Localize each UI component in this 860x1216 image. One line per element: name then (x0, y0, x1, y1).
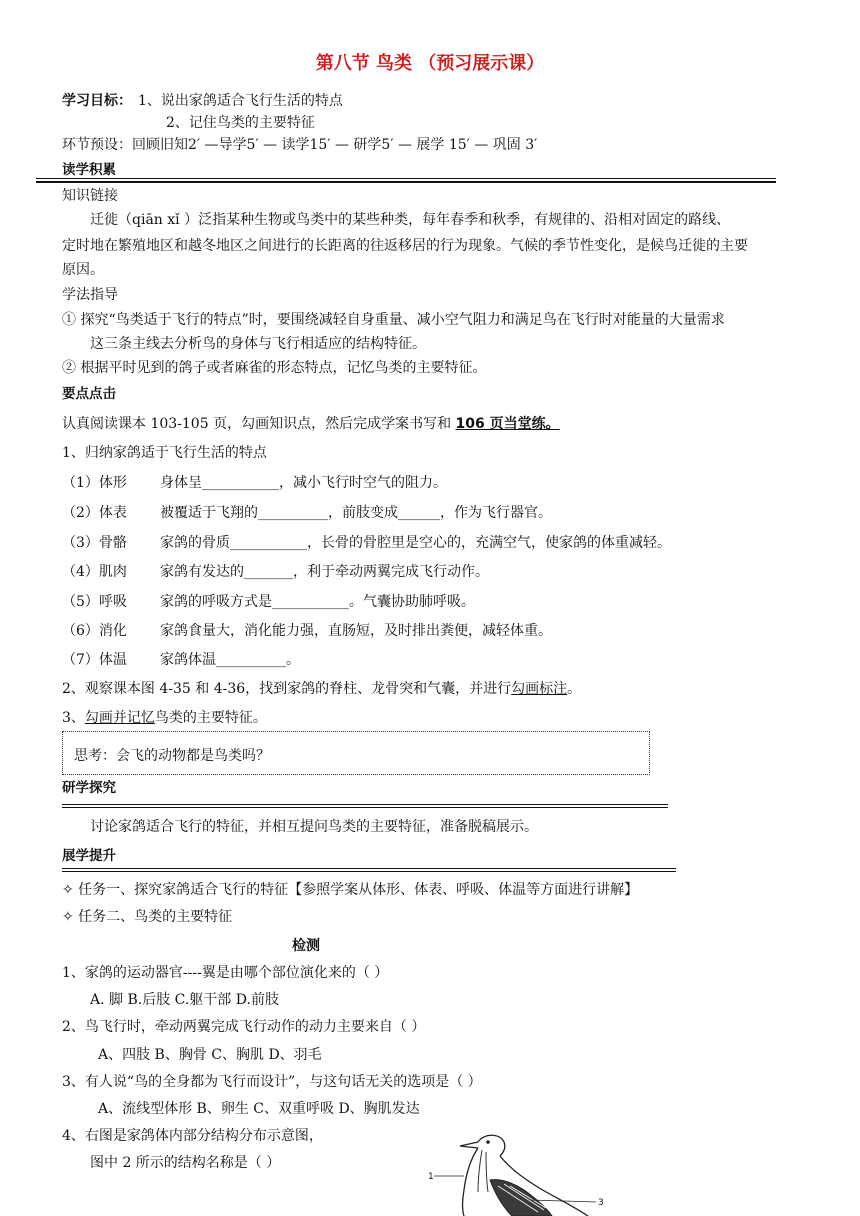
test-question-4-sub: 图中 2 所示的结构名称是（ ） (90, 1155, 281, 1171)
feature-text-4: 家鸽有发达的_______，利于牵动两翼完成飞行动作。 (160, 564, 489, 580)
keypoints-item-3-text: 鸟类的主要特征。 (154, 710, 267, 726)
test-question-1: 1、家鸽的运动器官----翼是由哪个部位演化来的（ ） (62, 965, 389, 981)
feature-text-3: 家鸽的骨质___________，长骨的骨腔里是空心的，充满空气，使家鸽的体重减轻。 (160, 535, 671, 551)
divider-show-2 (62, 871, 676, 872)
link-paragraph-line-3: 原因。 (62, 262, 104, 278)
keypoints-intro (62, 414, 560, 434)
divider-reading-thick (36, 181, 776, 183)
feature-label-3: （3）骨骼 (62, 535, 127, 551)
test-heading: 检测 (292, 938, 320, 954)
keypoints-item-1: 1、归纳家鸽适于飞行生活的特点 (62, 445, 267, 461)
feature-label-6: （6）消化 (62, 623, 127, 639)
objective-2: 2、记住鸟类的主要特征 (166, 115, 315, 131)
test-question-2-options: A、四肢 B、胸骨 C、胸肌 D、羽毛 (98, 1047, 322, 1063)
fig-label-3: 3 (598, 1198, 604, 1208)
feature-text-1: 身体呈___________，减小飞行时空气的阻力。 (160, 475, 447, 491)
objectives-label: 学习目标： (62, 93, 132, 109)
feature-text-2: 被覆适于飞翔的__________，前肢变成______，作为飞行器官。 (160, 505, 552, 521)
guide-item-1-cont: 这三条主线去分析鸟的身体与飞行相适应的结构特征。 (90, 336, 426, 352)
feature-label-2: （2）体表 (62, 505, 127, 521)
keypoints-intro-link: 106 页当堂练。 (455, 416, 560, 432)
divider-research (62, 804, 668, 805)
guide-heading: 学法指导 (62, 287, 118, 303)
test-question-3-options: A、流线型体形 B、卵生 C、双重呼吸 D、胸肌发达 (98, 1101, 420, 1117)
keypoints-intro-text: 认真阅读课本 103-105 页，勾画知识点，然后完成学案书写和 (62, 416, 456, 432)
keypoints-item-3-link: 勾画并记忆 (84, 710, 155, 726)
pigeon-diagram (420, 1130, 620, 1216)
guide-item-1: ① 探究“鸟类适于飞行的特点”时，要围绕减轻自身重量、减小空气阻力和满足鸟在飞行时对能量的大量需求 (62, 312, 725, 328)
section-heading-research: 研学探究 (62, 780, 116, 796)
keypoints-item-2 (62, 679, 581, 699)
keypoints-item-3 (62, 708, 267, 728)
divider-research-2 (62, 807, 668, 808)
divider-show (62, 868, 676, 869)
test-question-3: 3、有人说“鸟的全身都为飞行而设计”，与这句话无关的选项是（ ） (62, 1074, 482, 1090)
feature-label-1: （1）体形 (62, 475, 127, 491)
section-heading-keypoints: 要点点击 (62, 386, 116, 402)
test-question-1-options: A. 脚 B.后肢 C.躯干部 D.前肢 (90, 992, 279, 1008)
link-paragraph-line-2: 定时地在繁殖地区和越冬地区之间进行的长距离的往返移居的行为现象。气候的季节性变化，是候鸟迁徙的主要 (62, 238, 748, 254)
schedule: 环节预设：回顾旧知2′ —导学5′ — 读学15′ — 研学5′ — 展学 15′ — 巩固 3′ (62, 137, 538, 153)
keypoints-item-2-text: 2、观察课本图 4-35 和 4-36，找到家鸽的脊柱、龙骨突和气囊，并进行 (62, 681, 512, 697)
feature-text-6: 家鸽食量大，消化能力强，直肠短，及时排出粪便，减轻体重。 (160, 623, 552, 639)
link-paragraph-line-1: 迁徙（qiān xǐ ）泛指某种生物或鸟类中的某些种类，每年春季和秋季，有规律的、沿相对固定的路线、 (90, 212, 731, 228)
section-heading-show: 展学提升 (62, 848, 116, 864)
link-heading: 知识链接 (62, 188, 118, 204)
section-heading-reading: 读学积累 (62, 162, 116, 178)
test-question-2: 2、鸟飞行时，牵动两翼完成飞行动作的动力主要来自（ ） (62, 1019, 426, 1035)
research-text: 讨论家鸽适合飞行的特征，并相互提问鸟类的主要特征，准备脱稿展示。 (90, 819, 538, 835)
keypoints-item-2-link: 勾画标注 (511, 681, 568, 697)
show-task-2: ✧ 任务二、鸟类的主要特征 (62, 909, 233, 925)
feature-label-7: （7）体温 (62, 652, 127, 668)
fig-label-1: 1 (428, 1172, 434, 1182)
feature-label-4: （4）肌肉 (62, 564, 127, 580)
think-question: 思考：会飞的动物都是鸟类吗？ (74, 748, 270, 764)
feature-text-7: 家鸽体温__________。 (160, 652, 300, 668)
page-title: 第八节 鸟类 （预习展示课） (315, 53, 545, 74)
guide-item-2: ② 根据平时见到的鸽子或者麻雀的形态特点，记忆鸟类的主要特征。 (62, 360, 487, 376)
keypoints-item-2-end: 。 (567, 681, 582, 697)
show-task-1: ✧ 任务一、探究家鸽适合飞行的特征【参照学案从体形、体表、呼吸、体温等方面进行讲解】 (62, 882, 639, 898)
objective-1: 1、说出家鸽适合飞行生活的特点 (138, 93, 343, 109)
feature-label-5: （5）呼吸 (62, 594, 127, 610)
feature-text-5: 家鸽的呼吸方式是___________。气囊协助肺呼吸。 (160, 594, 475, 610)
keypoints-item-3-prefix: 3、 (62, 710, 85, 726)
divider-reading (36, 178, 776, 179)
test-question-4: 4、右图是家鸽体内部分结构分布示意图， (62, 1128, 323, 1144)
